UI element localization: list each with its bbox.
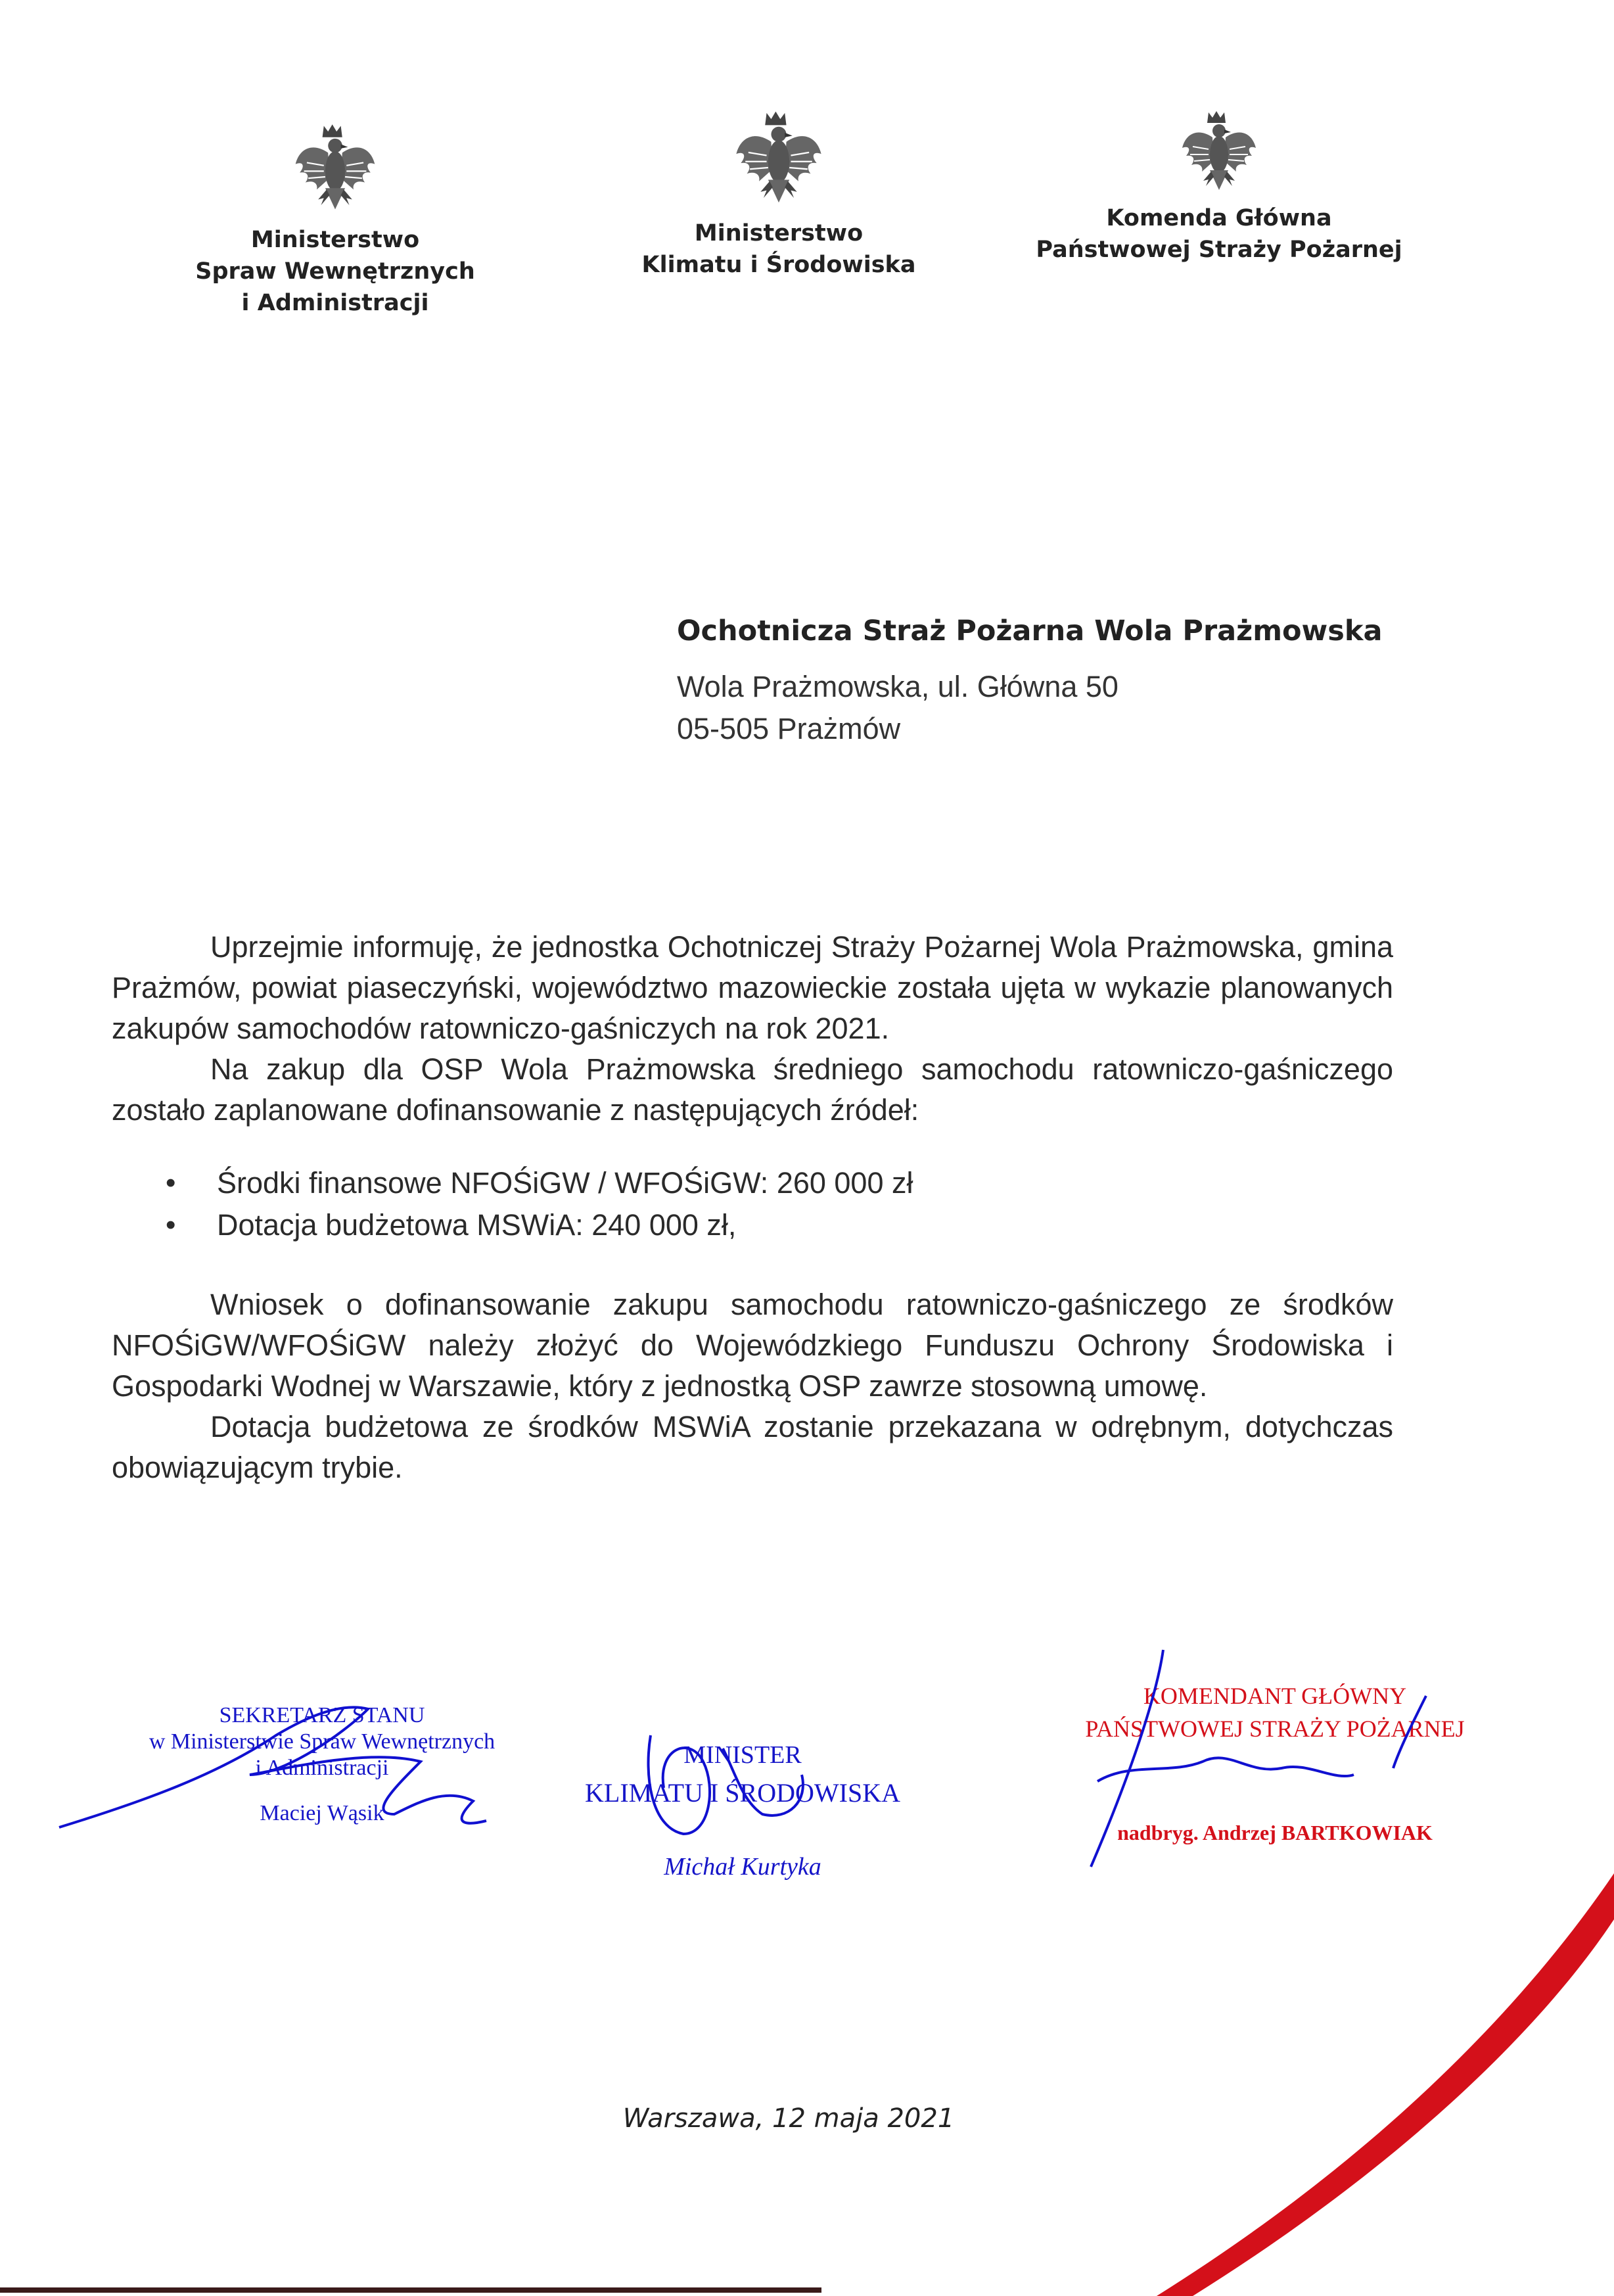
- signature-name: Maciej Wąsik: [260, 1801, 384, 1825]
- header-line: Ministerstwo: [250, 227, 420, 253]
- signature-block-fire-service: [1038, 1683, 1511, 1845]
- header-fire-service-text: [1009, 202, 1429, 266]
- header-line: Państwowej Straży Pożarnej: [1036, 237, 1402, 263]
- signature-block-interior: [118, 1702, 526, 1826]
- signature-title: w Ministerstwie Spraw Wewnętrznych: [149, 1729, 496, 1754]
- signature-title: SEKRETARZ STANU: [219, 1703, 425, 1727]
- body-paragraph: Na zakup dla OSP Wola Prażmowska średniego samochodu ratowniczo-gaśniczego zostało zaplanowane dofinansowanie z następujących źródeł:: [112, 1052, 1393, 1127]
- signature-name: nadbryg. Andrzej BARTKOWIAK: [1117, 1821, 1433, 1844]
- list-item: • Dotacja budżetowa MSWiA: 240 000 zł,: [112, 1204, 1393, 1246]
- polish-eagle-emblem-icon: [1180, 105, 1258, 197]
- signature-title: PAŃSTWOWEJ STRAŻY POŻARNEJ: [1085, 1716, 1465, 1742]
- recipient-block: [677, 615, 1465, 750]
- header-ministry-climate-text: [568, 218, 989, 281]
- signature-name: Michał Kurtyka: [664, 1853, 821, 1881]
- signature-title: KOMENDANT GŁÓWNY: [1143, 1683, 1407, 1709]
- header-ministry-interior: [125, 122, 545, 319]
- bottom-edge-line: [0, 2287, 821, 2293]
- list-item: • Środki finansowe NFOŚiGW / WFOŚiGW: 260 000 zł: [112, 1162, 1393, 1204]
- funding-sources-list: [112, 1162, 1393, 1246]
- signature-title: MINISTER: [683, 1741, 802, 1769]
- footer-date: Warszawa, 12 maja 2021: [622, 2103, 955, 2134]
- recipient-postal-line: 05-505 Prażmów: [677, 712, 901, 745]
- body-paragraph: Dotacja budżetowa ze środków MSWiA zostanie przekazana w odrębnym, dotychczas obowiązującym trybie.: [112, 1410, 1393, 1484]
- signature-title: i Administracji: [255, 1756, 389, 1780]
- red-white-ribbon: [1157, 1873, 1614, 2296]
- header-ministry-interior-text: [125, 224, 545, 319]
- signature-block-climate: [539, 1742, 946, 1881]
- body-paragraph: Wniosek o dofinansowanie zakupu samochodu ratowniczo-gaśniczego ze środków NFOŚiGW/WFOŚiGW należy złożyć do Wojewódzkiego Funduszu Ochrony Środowiska i Gospodarki Wodnej w Warszawie, który z jednostką OSP zawrze stosowną umowę.: [112, 1288, 1393, 1403]
- polish-eagle-emblem-icon: [292, 122, 378, 214]
- header-line: Komenda Główna: [1106, 205, 1332, 231]
- header-line: Spraw Wewnętrznych: [195, 258, 475, 285]
- header-line: Ministerstwo: [694, 220, 864, 246]
- signature-title: KLIMATU I ŚRODOWISKA: [585, 1778, 900, 1808]
- header-line: i Administracji: [241, 290, 429, 316]
- header-ministry-climate: [568, 108, 989, 281]
- recipient-address-line: Wola Prażmowska, ul. Główna 50: [677, 670, 1118, 703]
- letter-body: [112, 927, 1393, 1488]
- header-line: Klimatu i Środowiska: [641, 252, 916, 278]
- recipient-name: Ochotnicza Straż Pożarna Wola Prażmowska: [677, 615, 1383, 647]
- polish-eagle-emblem-icon: [733, 108, 825, 207]
- body-paragraph: Uprzejmie informuję, że jednostka Ochotniczej Straży Pożarnej Wola Prażmowska, gmina Prażmów, powiat piaseczyński, województwo mazowieckie została ujęta w wykazie planowanych zakupów samochodów ratowniczo-gaśniczych na rok 2021.: [112, 930, 1393, 1045]
- header-fire-service: [1009, 105, 1429, 266]
